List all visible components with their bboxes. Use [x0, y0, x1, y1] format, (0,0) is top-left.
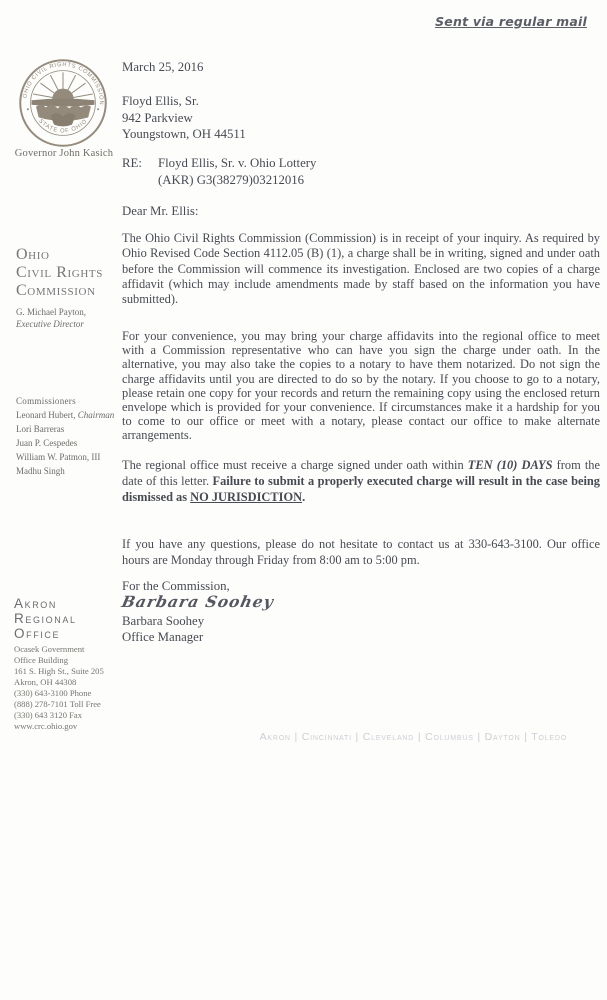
office-website: www.crc.ohio.gov: [14, 721, 78, 731]
recipient-address: [122, 93, 246, 143]
recipient-line: Youngstown, OH 44511: [122, 127, 246, 141]
re-case-title: Floyd Ellis, Sr. v. Ohio Lottery: [158, 156, 317, 170]
address-line: 161 S. High St., Suite 205: [14, 666, 104, 676]
closing-line: For the Commission,: [122, 579, 230, 593]
re-case: [158, 155, 316, 189]
no-jurisdiction-emphasis: NO JURISDICTION: [190, 489, 303, 504]
commissioners-heading: Commissioners: [16, 396, 76, 406]
seal-bottom-text: STATE OF OHIO: [37, 118, 89, 135]
paragraph-notary-instructions: For your convenience, you may bring your charge affidavits into the regional office to meet with a Commission representative who can have you sign the charge under oath. In the alternative, you may also take the copies to a notary to have them notarized. Do not sign the charge affidavits until you are directed to do so by the notary. If you choose to go to a notary, please retain one copy for your records and return the remaining copy using the enclosed return envelope which is provided for your convenience. If circumstances make it a hardship for you to come to our office or meet with a notary, please contact our office to make alternate arrangements.: [122, 329, 600, 443]
handwritten-signature: Barbara Soohey: [119, 592, 276, 611]
address-line: Ocasek Government: [14, 644, 85, 654]
office-name: Akron Regional Office: [14, 596, 77, 641]
commissioner-item: William W. Patmon, III: [16, 452, 101, 462]
seal-top-text: OHIO CIVIL RIGHTS COMMISSION: [22, 62, 104, 106]
re-block: [122, 155, 316, 189]
commissioner-item: Madhu Singh: [16, 466, 65, 476]
paragraph-receipt: The Ohio Civil Rights Commission (Commission) is in receipt of your inquiry. As required by Ohio Revised Code Section 4112.05 (B) (1), a charge shall be in writing, signed and under oath before the Commission will commence its investigation. Enclosed are two copies of a charge affidavit (which may include amendments made by staff based on the information you have submitted).: [122, 231, 600, 307]
salutation: Dear Mr. Ellis:: [122, 204, 199, 218]
commissioner-item: Juan P. Cespedes: [16, 438, 78, 448]
commissioner-item: Lori Barreras: [16, 424, 65, 434]
signer-name: Barbara Soohey: [122, 614, 205, 628]
mail-delivery-note: Sent via regular mail: [435, 14, 587, 29]
deadline-emphasis: TEN (10) DAYS: [467, 458, 553, 472]
director-name: G. Michael Payton,: [16, 307, 86, 317]
agency-name: [16, 246, 120, 300]
commissioners-block: [16, 394, 124, 478]
regional-offices-footer: Akron | Cincinnati | Cleveland | Columbus | Dayton | Toledo: [259, 731, 567, 743]
office-address: [14, 644, 124, 732]
address-line: Akron, OH 44308: [14, 677, 77, 687]
address-line: (330) 643 3120 Fax: [14, 710, 83, 720]
re-label: RE:: [122, 156, 142, 170]
recipient-line: Floyd Ellis, Sr.: [122, 94, 199, 108]
executive-director-block: [16, 306, 120, 330]
agency-name-line: Commission: [16, 282, 96, 299]
letter-date: March 25, 2016: [122, 60, 204, 74]
agency-name-line: Civil Rights: [16, 264, 103, 281]
address-line: (888) 278-7101 Toll Free: [14, 699, 101, 709]
commissioner-item: Leonard Hubert, Chairman: [16, 410, 115, 420]
agency-name-line: Ohio: [16, 246, 50, 263]
address-line: Office Building: [14, 655, 69, 665]
governor-name: Governor John Kasich: [14, 148, 114, 159]
address-line: (330) 643-3100 Phone: [14, 688, 92, 698]
ohio-crc-seal-icon: [18, 58, 108, 148]
letterhead-sidebar: [0, 0, 120, 760]
re-case-number: (AKR) G3(38279)03212016: [158, 173, 305, 187]
signer-title: Office Manager: [122, 630, 204, 644]
paragraph-contact: If you have any questions, please do not hesitate to contact us at 330-643-3100. Our office hours are Monday through Friday from 8:00 am to 5:00 pm.: [122, 537, 600, 567]
director-title: Executive Director: [16, 319, 84, 329]
paragraph-deadline: The regional office must receive a charge signed under oath within TEN (10) DAYS from the date of this letter. Failure to submit a properly executed charge will result in the case being dismissed as NO JURISDICTION.: [122, 458, 601, 504]
recipient-line: 942 Parkview: [122, 110, 193, 125]
regional-office-block: [14, 596, 124, 732]
